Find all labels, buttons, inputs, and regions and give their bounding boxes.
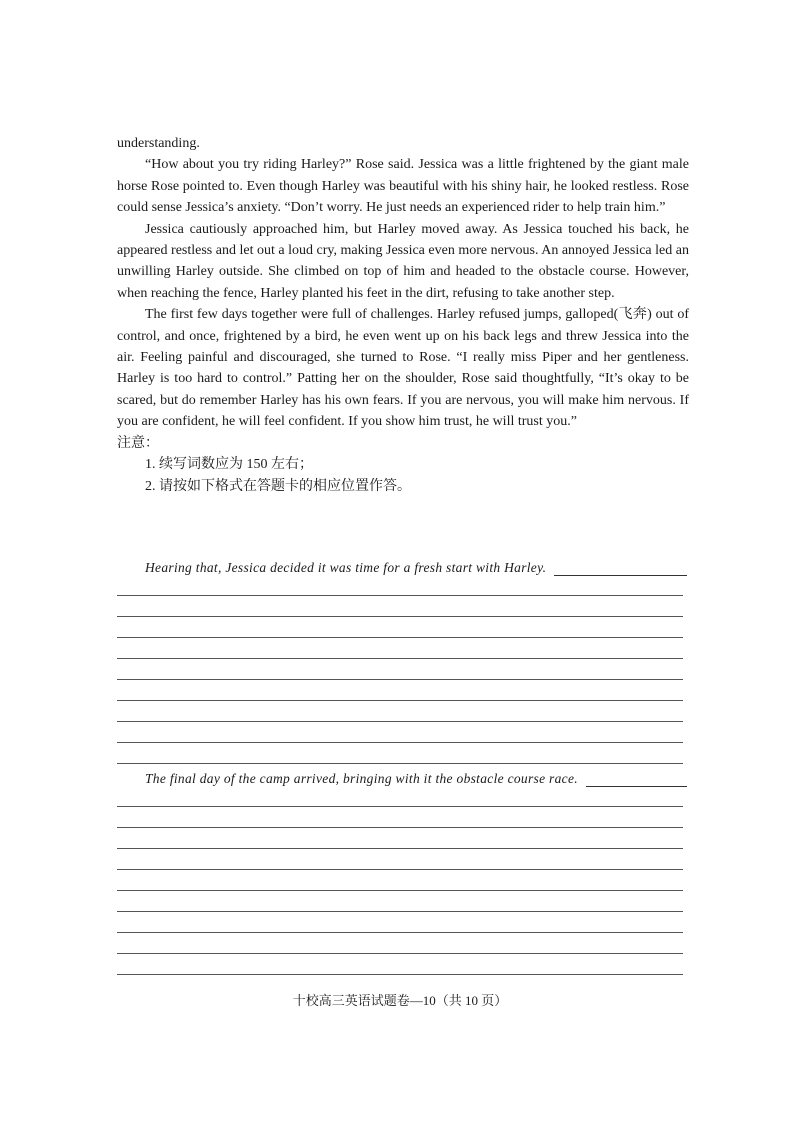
paragraph-continuation: understanding. xyxy=(117,136,200,151)
writing-prompt-1 xyxy=(145,560,687,576)
prompt-1-blank[interactable] xyxy=(554,563,687,576)
writing-prompt-2 xyxy=(145,771,687,787)
answer-line[interactable] xyxy=(117,616,683,617)
notes-title: 注意： xyxy=(117,435,159,451)
answer-line[interactable] xyxy=(117,742,683,743)
answer-line[interactable] xyxy=(117,763,683,764)
story-text xyxy=(117,133,689,497)
answer-line[interactable] xyxy=(117,595,683,596)
answer-line[interactable] xyxy=(117,848,683,849)
answer-line[interactable] xyxy=(117,658,683,659)
answer-line[interactable] xyxy=(117,637,683,638)
paragraph-3: The first few days together were full of challenges. Harley refused jumps, galloped(飞奔) out of control, and once, frightened by a bird, he even went up on his back legs and threw Jessica into the air. Feeling painful and discouraged, she turned to Rose. “I really miss Piper and her gentleness. Harley is too hard to control.” Patting her on the shoulder, Rose said thoughtfully, “It’s okay to be scared, but do remember Harley has his own fears. If you are nervous, you will make him nervous. If you are confident, he will feel confident. If you show him trust, he will trust you.” xyxy=(117,307,689,430)
prompt-2-text: The final day of the camp arrived, bringing with it the obstacle course race. xyxy=(145,771,578,786)
answer-line[interactable] xyxy=(117,953,683,954)
answer-line[interactable] xyxy=(117,721,683,722)
answer-line[interactable] xyxy=(117,974,683,975)
answer-line[interactable] xyxy=(117,827,683,828)
answer-line[interactable] xyxy=(117,932,683,933)
note-item-format: 2. 请按如下格式在答题卡的相应位置作答。 xyxy=(145,478,411,494)
answer-line[interactable] xyxy=(117,700,683,701)
prompt-2-blank[interactable] xyxy=(586,774,687,787)
answer-line[interactable] xyxy=(117,679,683,680)
answer-line[interactable] xyxy=(117,869,683,870)
paragraph-2: Jessica cautiously approached him, but Harley moved away. As Jessica touched his back, he appeared restless and let out a loud cry, making Jessica even more nervous. An annoyed Jessica led an unwilling Harley outside. She climbed on top of him and headed to the obstacle course. However, when reaching the fence, Harley planted his feet in the dirt, refusing to take another step. xyxy=(117,221,689,301)
note-item-word-count: 1. 续写词数应为 150 左右； xyxy=(145,457,313,473)
answer-line[interactable] xyxy=(117,806,683,807)
page-footer: 十校高三英语试题卷—10（共 10 页） xyxy=(292,993,508,1008)
answer-line[interactable] xyxy=(117,890,683,891)
answer-line[interactable] xyxy=(117,911,683,912)
prompt-1-text: Hearing that, Jessica decided it was time for a fresh start with Harley. xyxy=(145,560,547,575)
paragraph-1: “How about you try riding Harley?” Rose said. Jessica was a little frightened by the giant male horse Rose pointed to. Even though Harley was beautiful with his shiny hair, he looked restless. Rose could sense Jessica’s anxiety. “Don’t worry. He just needs an experienced rider to help train him.” xyxy=(117,157,689,216)
